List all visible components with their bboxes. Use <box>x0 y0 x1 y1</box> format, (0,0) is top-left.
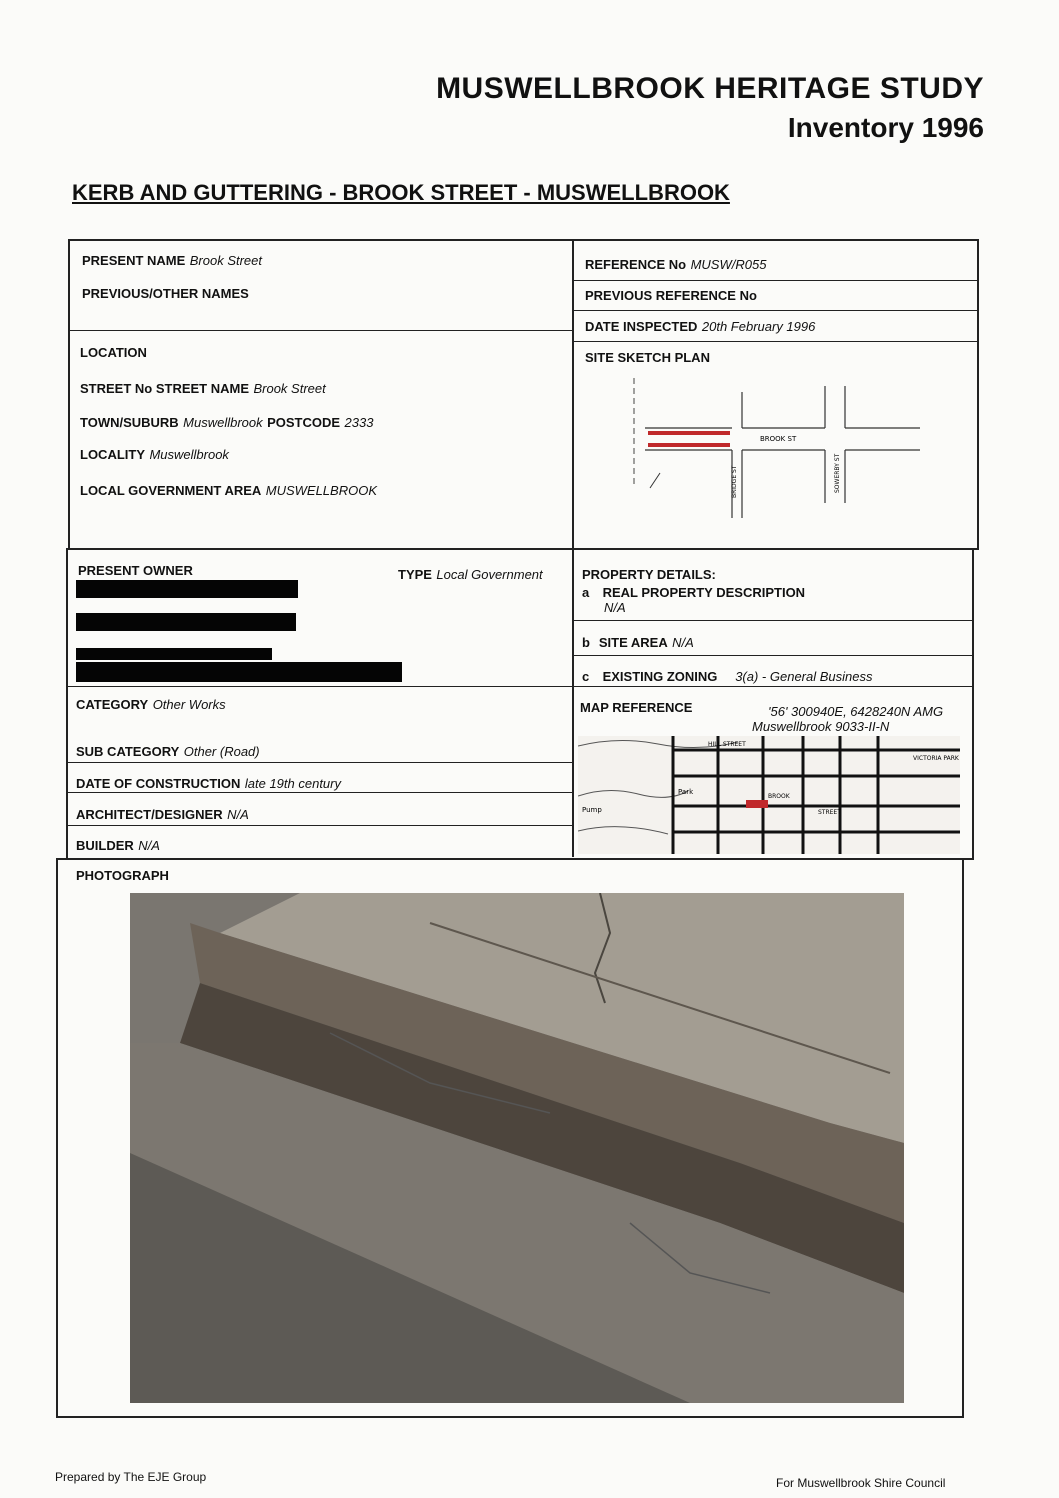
sketch-brook-label: BROOK ST <box>760 435 797 443</box>
map-street: STREET <box>818 809 841 816</box>
owner-redaction-1 <box>76 580 298 598</box>
row-divider-propb <box>572 655 974 656</box>
sketch-bridge-label: BRIDGE ST <box>731 465 738 498</box>
map-park: Park <box>678 788 694 796</box>
date-construction-row <box>76 775 341 793</box>
street-value: Brook Street <box>253 381 326 396</box>
reference-value: MUSW/R055 <box>690 257 767 272</box>
date-inspected-row <box>585 318 815 336</box>
sub-category-label: SUB CATEGORY <box>76 744 180 759</box>
real-property-value: N/A <box>604 600 626 615</box>
border-top <box>68 239 979 241</box>
type-value: Local Government <box>436 567 543 582</box>
row-divider-ref <box>572 280 978 281</box>
real-property-label: REAL PROPERTY DESCRIPTION <box>602 585 806 600</box>
postcode-label: POSTCODE <box>267 415 341 430</box>
town-value: Muswellbrook <box>183 415 263 430</box>
row-divider-builder <box>66 825 573 826</box>
row-divider-owner <box>66 548 979 550</box>
street-label: STREET No STREET NAME <box>80 381 250 396</box>
site-sketch-plan <box>620 378 960 518</box>
border-right-lower <box>962 858 964 1418</box>
date-construction-label: DATE OF CONSTRUCTION <box>76 776 241 791</box>
category-value: Other Works <box>152 697 226 712</box>
postcode-value: 2333 <box>344 415 374 430</box>
map-victoria-park: VICTORIA PARK <box>913 755 959 762</box>
border-bottom <box>56 1416 964 1418</box>
previous-names-label: PREVIOUS/OTHER NAMES <box>82 286 249 301</box>
builder-label: BUILDER <box>76 838 134 853</box>
footer-prepared-by: Prepared by The EJE Group <box>55 1470 207 1484</box>
site-area-value: N/A <box>672 635 694 650</box>
sub-category-value: Other (Road) <box>183 744 260 759</box>
map-reference-label: MAP REFERENCE <box>580 700 693 715</box>
zoning-label: EXISTING ZONING <box>602 669 718 684</box>
map-pump: Pump <box>582 806 602 814</box>
row-divider-photo <box>56 858 974 860</box>
present-name-value: Brook Street <box>189 253 263 268</box>
map-reference-value-1: '56' 300940E, 6428240N AMG <box>768 704 944 719</box>
town-label: TOWN/SUBURB <box>80 415 179 430</box>
row-divider-date-construction <box>66 762 573 763</box>
location-map <box>578 736 960 854</box>
builder-row <box>76 837 160 855</box>
border-right-middle <box>972 548 974 860</box>
reference-label: REFERENCE No <box>585 257 687 272</box>
sketch-sowerby-label: SOWERBY ST <box>834 453 841 493</box>
zoning-letter: c <box>582 669 590 684</box>
date-inspected-value: 20th February 1996 <box>701 319 816 334</box>
site-area-label: SITE AREA <box>598 635 668 650</box>
lga-label: LOCAL GOVERNMENT AREA <box>80 483 262 498</box>
map-reference-value-2: Muswellbrook 9033-II-N <box>752 719 890 734</box>
builder-value: N/A <box>138 838 160 853</box>
page-heading: KERB AND GUTTERING - BROOK STREET - MUSWELLBROOK <box>72 180 730 205</box>
photograph-label: PHOTOGRAPH <box>76 868 169 883</box>
category-label: CATEGORY <box>76 697 149 712</box>
study-title: MUSWELLBROOK HERITAGE STUDY <box>436 72 984 105</box>
study-subtitle: Inventory 1996 <box>787 112 984 143</box>
category-row <box>76 696 226 714</box>
lga-row <box>80 482 377 500</box>
owner-redaction-3 <box>76 648 272 660</box>
row-divider-prevref <box>572 310 978 311</box>
owner-redaction-4 <box>76 662 402 682</box>
property-details-label: PROPERTY DETAILS: <box>582 567 716 582</box>
row-divider-category <box>66 686 974 687</box>
architect-value: N/A <box>227 807 249 822</box>
site-area-row <box>582 634 694 652</box>
date-construction-value: late 19th century <box>244 776 341 791</box>
border-left-middle <box>66 548 68 860</box>
row-divider-date <box>572 341 978 342</box>
row-divider-location <box>68 330 573 331</box>
map-brook: BROOK <box>768 793 790 800</box>
site-area-letter: b <box>582 635 590 650</box>
site-sketch-label: SITE SKETCH PLAN <box>585 350 710 365</box>
present-owner-label: PRESENT OWNER <box>78 563 193 578</box>
footer-council: For Muswellbrook Shire Council <box>776 1476 946 1490</box>
locality-row <box>80 446 229 464</box>
reference-row <box>585 256 766 274</box>
border-left-lower <box>56 858 58 1418</box>
real-property-letter: a <box>582 585 590 600</box>
zoning-value: 3(a) - General Business <box>735 669 873 684</box>
lga-value: MUSWELLBROOK <box>265 483 377 498</box>
type-row <box>398 566 543 584</box>
location-label: LOCATION <box>80 345 147 360</box>
border-right-upper <box>977 239 979 549</box>
row-divider-propa <box>572 620 974 621</box>
town-row <box>80 414 373 432</box>
sub-category-row <box>76 743 260 761</box>
zoning-row <box>582 668 872 686</box>
architect-label: ARCHITECT/DESIGNER <box>76 807 223 822</box>
architect-row <box>76 806 249 824</box>
date-inspected-label: DATE INSPECTED <box>585 319 698 334</box>
present-name-row <box>82 252 262 270</box>
type-label: TYPE <box>398 567 432 582</box>
locality-label: LOCALITY <box>80 447 145 462</box>
street-row <box>80 380 326 398</box>
map-hill-street: HILL STREET <box>708 741 746 748</box>
locality-value: Muswellbrook <box>149 447 229 462</box>
present-name-label: PRESENT NAME <box>82 253 186 268</box>
kerb-photograph <box>130 893 904 1403</box>
owner-redaction-2 <box>76 613 296 631</box>
previous-reference-label: PREVIOUS REFERENCE No <box>585 288 757 303</box>
border-left-upper <box>68 239 70 549</box>
